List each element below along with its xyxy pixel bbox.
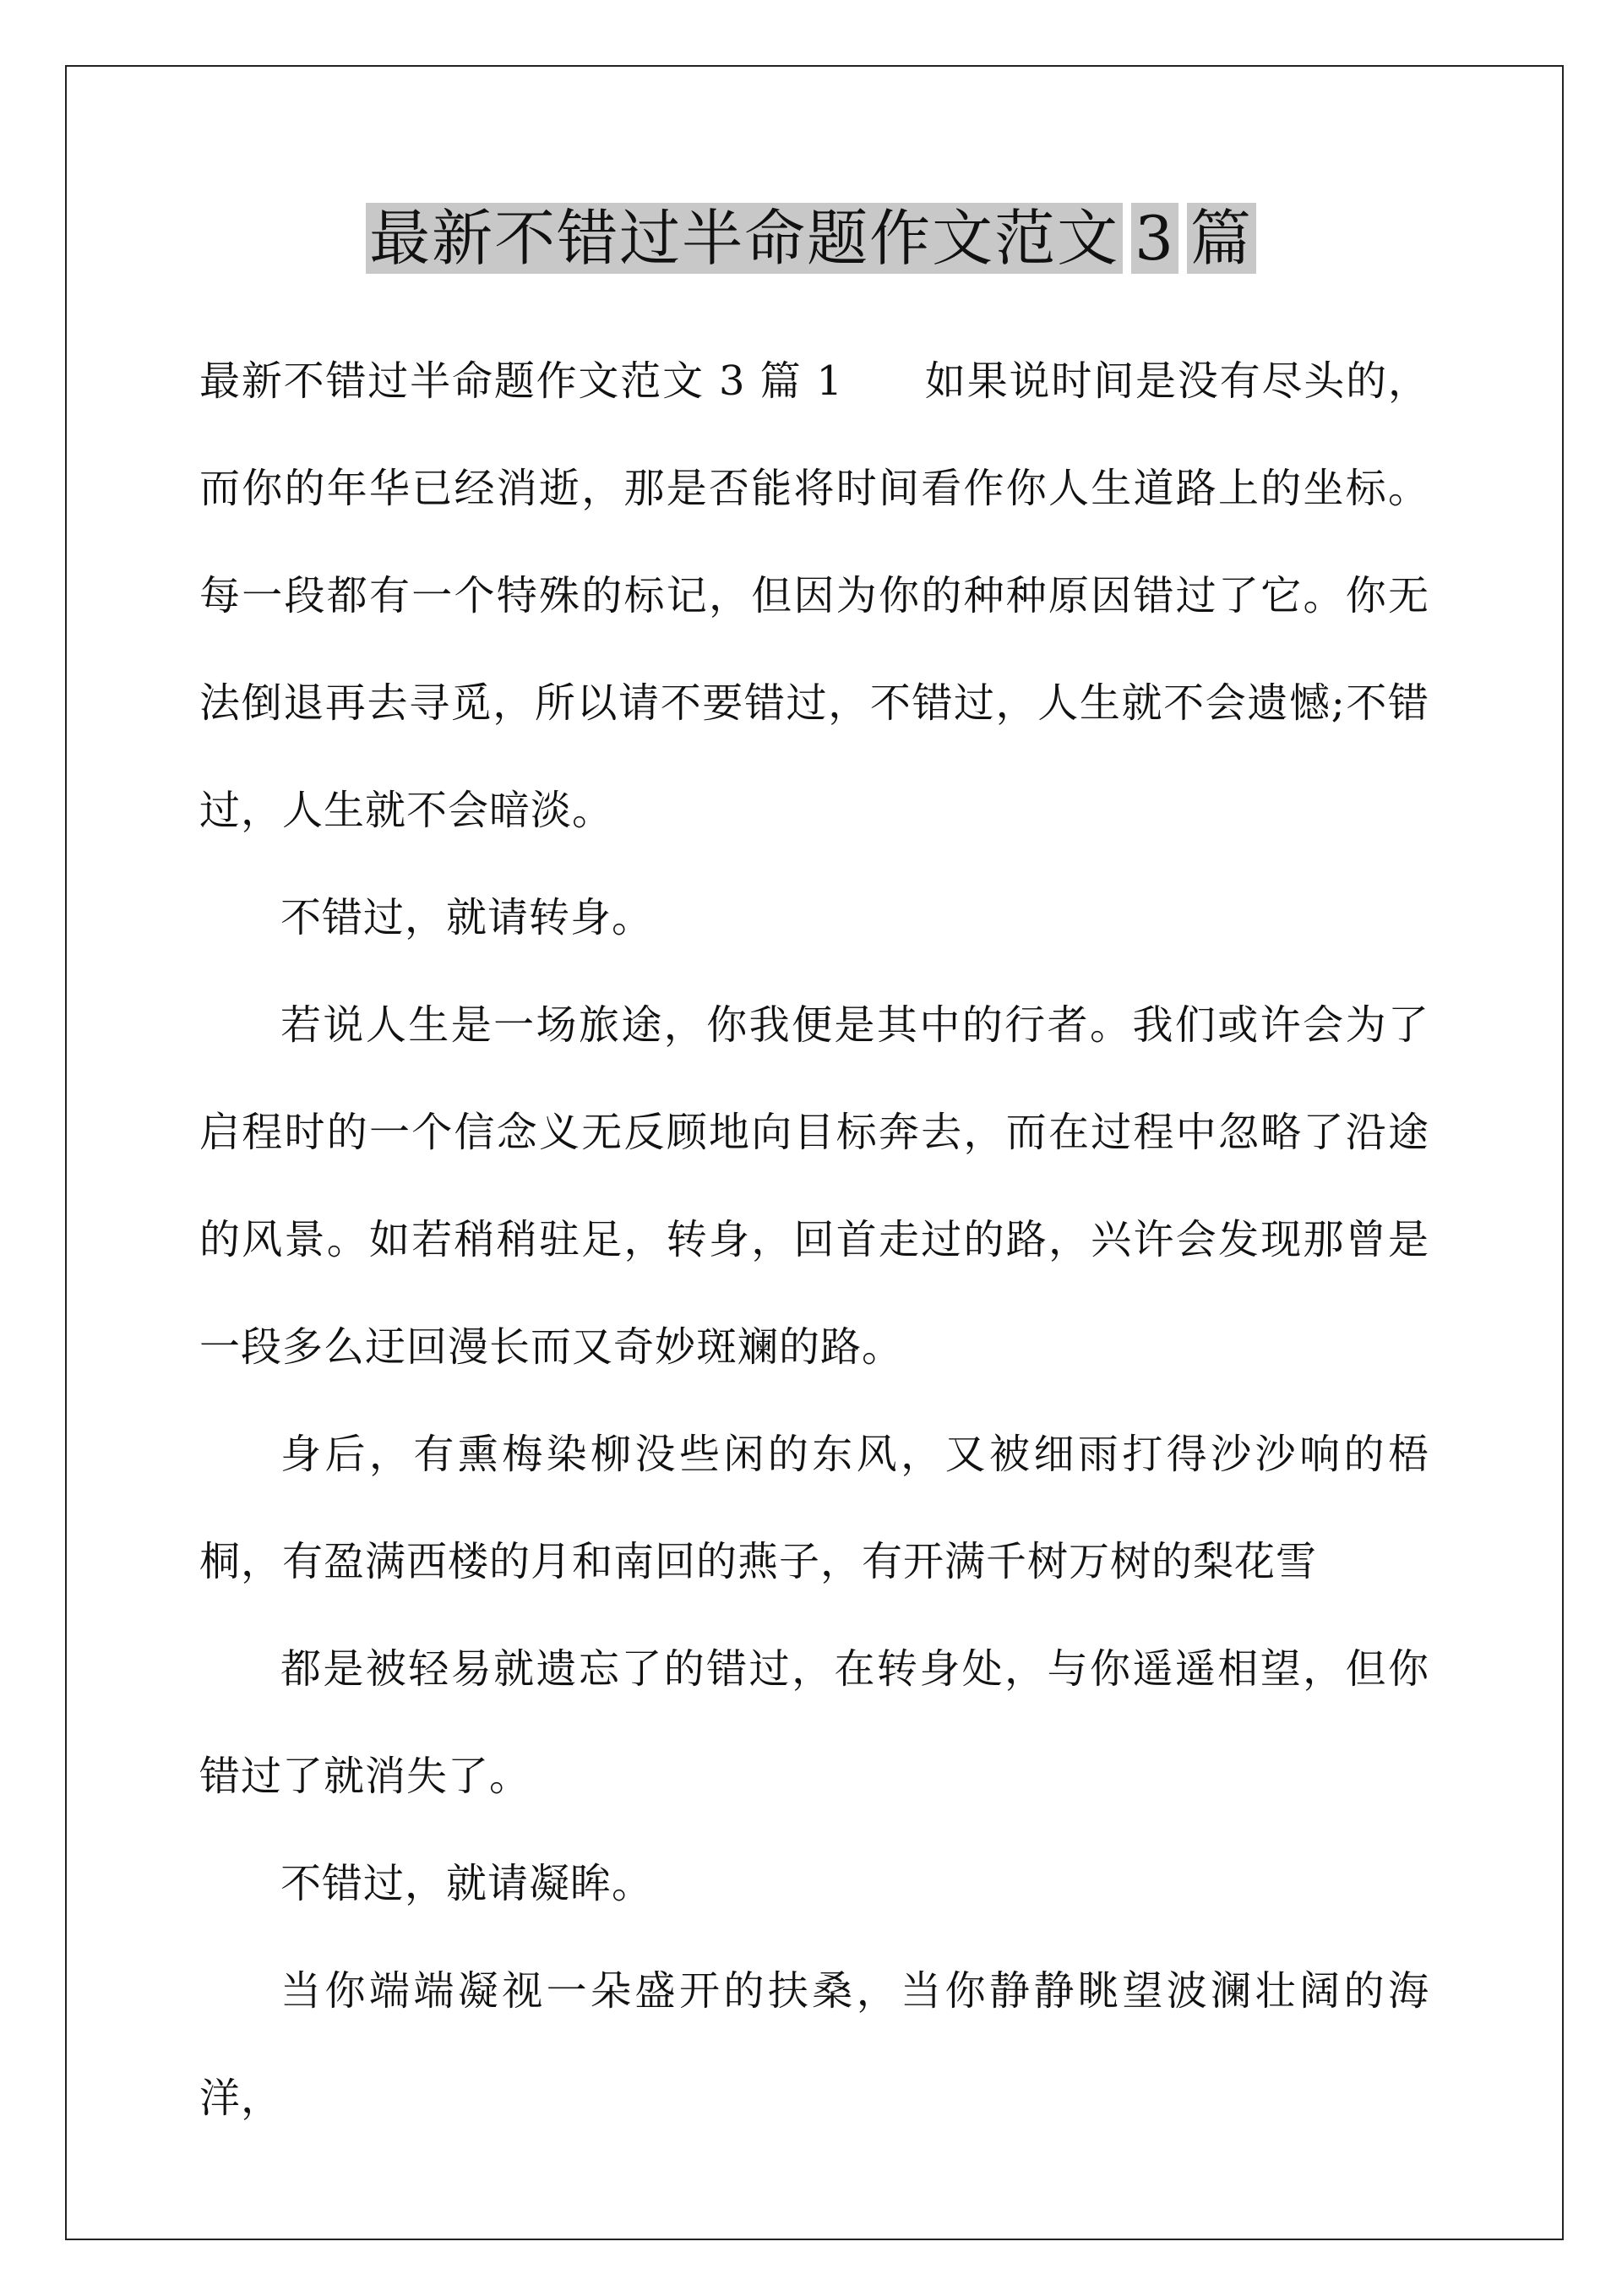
title-area [0, 196, 1622, 281]
paragraph-1 [199, 328, 1429, 864]
document-body [199, 328, 1429, 2152]
paragraph-6: 不错过，就请凝眸。 [280, 1860, 654, 1907]
paragraph-2: 不错过，就请转身。 [280, 894, 654, 941]
paragraph-text: 如果说时间是没有尽头的，而你的年华已经消逝，那是否能将时间看作你人生道路上的坐标。每一段都有一个特殊的标记，但因为你的种种原因错过了它。你无法倒退再去寻觅，所以请不要错过，不错过，人生就不会遗憾;不错过，人生就不会暗淡。 [199, 357, 1429, 834]
title-number: 3 [1131, 203, 1178, 274]
section-label: 最新不错过半命题作文范文 3 篇 1 [199, 357, 844, 405]
document-title [366, 196, 1256, 281]
paragraph-4: 身后，有熏梅染柳没些闲的东风，又被细雨打得沙沙响的梧桐，有盈满西楼的月和南回的燕子，有开满千树万树的梨花雪 [199, 1431, 1429, 1585]
title-text: 最新不错过半命题作文范文 [366, 203, 1123, 274]
paragraph-5: 都是被轻易就遗忘了的错过，在转身处，与你遥遥相望，但你错过了就消失了。 [199, 1645, 1429, 1800]
title-suffix: 篇 [1187, 203, 1256, 274]
paragraph-7: 当你端端凝视一朵盛开的扶桑，当你静静眺望波澜壮阔的海洋， [199, 1967, 1429, 2122]
paragraph-3: 若说人生是一场旅途，你我便是其中的行者。我们或许会为了启程时的一个信念义无反顾地向目标奔去，而在过程中忽略了沿途的风景。如若稍稍驻足，转身，回首走过的路，兴许会发现那曾是一段多么迂回漫长而又奇妙斑斓的路。 [199, 1001, 1429, 1371]
